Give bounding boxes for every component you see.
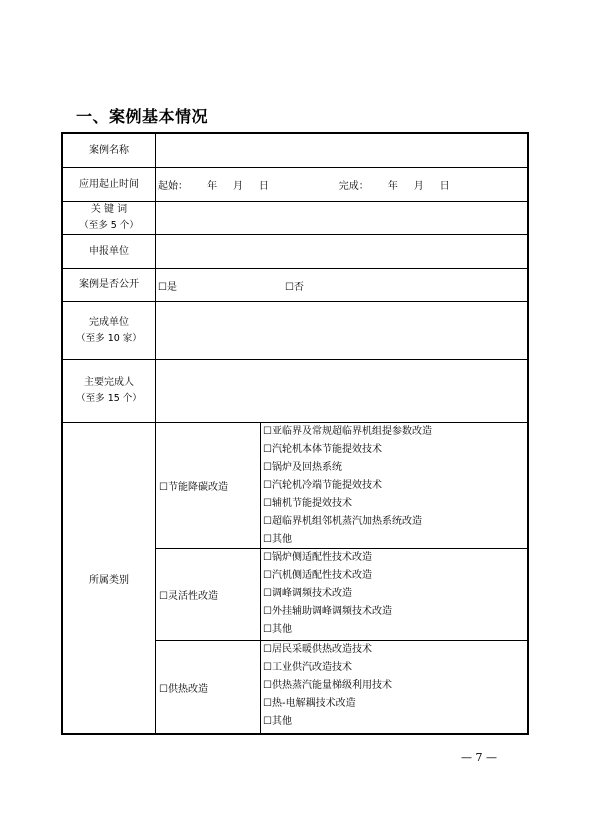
row-public [63, 269, 527, 302]
option-checkbox[interactable]: ☐工业供汽改造技术 [263, 662, 352, 673]
completing-unit-sub: （至多 10 家） [76, 332, 142, 344]
public-options [156, 269, 527, 301]
public-no-checkbox[interactable]: ☐否 [284, 281, 304, 293]
row-period [63, 168, 527, 202]
group-energy-saving-items [261, 423, 527, 548]
group-flexibility-checkbox[interactable]: ☐灵活性改造 [156, 549, 261, 640]
completing-unit-label: 完成单位 （至多 10 家） [63, 302, 156, 359]
keywords-sub: （至多 5 个） [79, 220, 139, 231]
applicant-label: 申报单位 [63, 235, 156, 268]
option-checkbox[interactable]: ☐其他 [263, 624, 292, 635]
completing-unit-field[interactable] [156, 302, 527, 359]
option-checkbox[interactable]: ☐其他 [263, 716, 292, 727]
case-name-label: 案例名称 [63, 134, 156, 167]
public-yes-checkbox[interactable]: ☐是 [158, 281, 177, 293]
row-keywords [63, 202, 527, 235]
option-checkbox[interactable]: ☐亚临界及常规超临界机组提参数改造 [263, 426, 432, 437]
option-checkbox[interactable]: ☐汽机侧适配性技术改造 [263, 570, 372, 581]
option-checkbox[interactable]: ☐锅炉侧适配性技术改造 [263, 552, 372, 563]
category-group-flexibility [156, 549, 527, 641]
option-checkbox[interactable]: ☐居民采暖供热改造技术 [263, 644, 372, 655]
row-main-persons [63, 360, 527, 423]
period-field[interactable]: 起始： 年 月 日 完成： 年 月 日 [158, 181, 450, 192]
category-label: 所属类别 [63, 423, 156, 733]
main-persons-sub: （至多 15 个） [76, 393, 142, 404]
option-checkbox[interactable]: ☐汽轮机冷端节能提效技术 [263, 480, 382, 491]
keywords-field[interactable] [156, 202, 527, 234]
group-heating-items [261, 641, 527, 733]
main-persons-label: 主要完成人 （至多 15 个） [63, 360, 156, 422]
option-checkbox[interactable]: ☐其他 [263, 534, 292, 545]
keywords-label: 关 键 词 （至多 5 个） [63, 202, 156, 234]
option-checkbox[interactable]: ☐锅炉及回热系统 [263, 462, 342, 473]
page-number: — 7 — [461, 751, 497, 764]
case-info-form [61, 132, 529, 735]
row-case-name [63, 134, 527, 168]
option-checkbox[interactable]: ☐调峰调频技术改造 [263, 588, 352, 599]
public-label: 案例是否公开 [63, 269, 156, 301]
category-group-heating [156, 641, 527, 733]
option-checkbox[interactable]: ☐供热蒸汽能量梯级利用技术 [263, 680, 392, 691]
group-energy-saving-checkbox[interactable]: ☐节能降碳改造 [156, 423, 261, 548]
option-checkbox[interactable]: ☐热-电解耦技术改造 [263, 698, 356, 709]
option-checkbox[interactable]: ☐汽轮机本体节能提效技术 [263, 444, 382, 455]
period-label: 应用起止时间 [63, 168, 156, 201]
row-applicant [63, 235, 527, 269]
section-heading: 一、案例基本情况 [76, 107, 209, 126]
case-name-field[interactable] [156, 134, 527, 167]
option-checkbox[interactable]: ☐外挂辅助调峰调频技术改造 [263, 606, 392, 617]
row-completing-unit [63, 302, 527, 360]
main-persons-field[interactable] [156, 360, 527, 422]
applicant-field[interactable] [156, 235, 527, 268]
option-checkbox[interactable]: ☐辅机节能提效技术 [263, 498, 352, 509]
group-flexibility-items [261, 549, 527, 640]
category-group-energy-saving [156, 423, 527, 549]
option-checkbox[interactable]: ☐超临界机组邻机蒸汽加热系统改造 [263, 516, 422, 527]
group-heating-checkbox[interactable]: ☐供热改造 [156, 641, 261, 733]
